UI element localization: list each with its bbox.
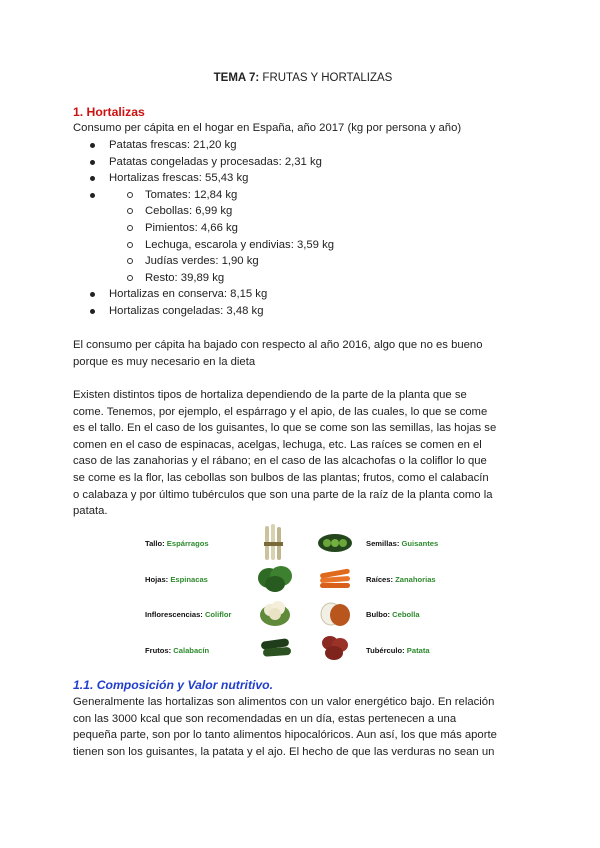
section-heading-hortalizas: 1. Hortalizas [73,105,145,119]
paragraph-consumption-trend [73,337,533,370]
figure-label-frutos: Frutos: Calabacín [145,646,210,655]
page-title [73,70,533,87]
peas-image [317,530,353,556]
fresh-vegetables-sublist [73,187,334,287]
section-heading-composicion: 1.1. Composición y Valor nutritivo. [73,678,273,692]
list-item: Patatas frescas: 21,20 kg [73,137,334,154]
sublist-container [73,187,334,287]
list-item: Hortalizas en conserva: 8,15 kg [73,286,334,303]
potato-image [319,632,351,662]
paragraph-line: tienen son los guisantes, la patata y el ajo. El hecho de que las verduras no sean un [73,745,495,758]
paragraph-line: pequeña parte, son por lo tanto alimentos hipocalóricos. Aun así, los que más aporte [73,729,497,742]
paragraph-line: o calabaza y por último tubérculos que son una parte de la raíz de la planta como la [73,488,493,501]
paragraph-line: comen en el caso de espinacas, acelgas, lechuga, etc. Las raíces se comen en el [73,438,482,451]
sublist-item: Pimientos: 4,66 kg [73,220,334,237]
paragraph-line: con las 3000 kcal que son recomendadas en un día, estas pertenecen a una [73,712,457,725]
list-item: Hortalizas frescas: 55,43 kg [73,170,334,187]
figure-label-inflorescencias: Inflorescencias: Coliflor [145,610,232,619]
figure-label-raices: Raíces: Zanahorias [366,575,436,584]
paragraph-line: patata. [73,505,108,518]
sublist-item: Tomates: 12,84 kg [73,187,334,204]
list-item: Patatas congeladas y procesadas: 2,31 kg [73,154,334,171]
vegetable-parts-figure [73,528,528,663]
list-item: Hortalizas congeladas: 3,48 kg [73,303,334,320]
cauliflower-image [259,597,291,627]
paragraph-line: Generalmente las hortalizas son alimentos con un valor energético bajo. En relación [73,696,495,708]
paragraph-line: porque es muy necesario en la dieta [73,355,256,368]
figure-label-tuberculo: Tubérculo: Patata [366,646,430,655]
paragraph-line: Existen distintos tipos de hortaliza dependiendo de la parte de la planta que se [73,389,467,401]
consumption-intro: Consumo per cápita en el hogar en España, año 2017 (kg por persona y año) [73,122,462,134]
carrots-image [317,566,353,592]
consumption-list [73,137,334,320]
paragraph-line: caso de las zanahorias y el rábano; en el caso de las alcachofas o la coliflor lo que [73,455,487,468]
paragraph-line: se come es la flor, las cebollas son bulbos de las plantas; frutos, como el calabacín [73,471,489,484]
onion-image [319,598,351,628]
sublist-item: Resto: 39,89 kg [73,270,334,287]
sublist-item: Lechuga, escarola y endivias: 3,59 kg [73,237,334,254]
paragraph-composition [73,694,533,760]
spinach-image [257,564,293,594]
zucchini-image [259,634,293,660]
paragraph-line: El consumo per cápita ha bajado con respecto al año 2016, algo que no es bueno [73,339,483,351]
sublist-item: Cebollas: 6,99 kg [73,203,334,220]
title-rest: FRUTAS Y HORTALIZAS [259,72,393,84]
figure-label-bulbo: Bulbo: Cebolla [366,610,420,619]
figure-label-semillas: Semillas: Guisantes [366,539,439,548]
asparagus-image [261,522,287,562]
paragraph-line: come. Tenemos, por ejemplo, el espárrago y el apio, de las cuales, lo que se come [73,405,488,418]
paragraph-vegetable-types [73,387,533,520]
title-bold: TEMA 7: [213,72,260,84]
sublist-item: Judías verdes: 1,90 kg [73,253,334,270]
figure-label-tallo: Tallo: Espárragos [145,539,209,548]
figure-label-hojas: Hojas: Espinacas [145,575,208,584]
paragraph-line: es el tallo. En el caso de los guisantes, lo que se come son las semillas, las hojas se [73,422,497,435]
